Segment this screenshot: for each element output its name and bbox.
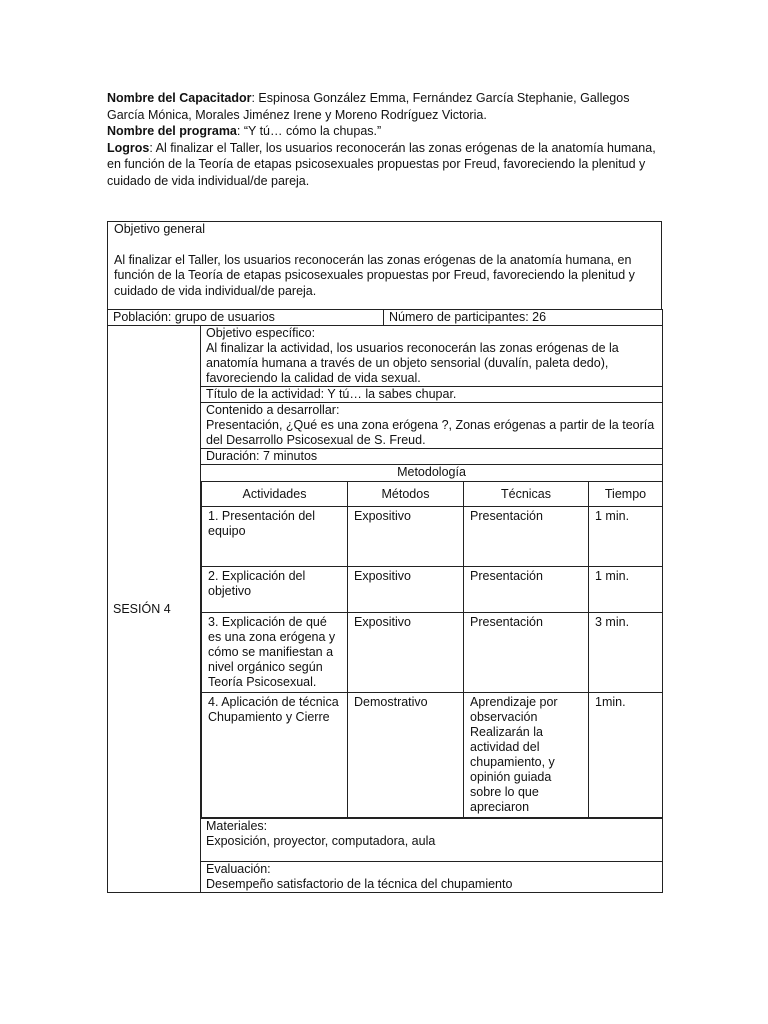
table-row <box>202 613 663 693</box>
objetivo-especifico-cell <box>201 326 663 387</box>
materiales-cell <box>201 819 663 862</box>
actividad-cell: 1. Presentación del equipo <box>202 507 348 567</box>
metodo-cell: Demostrativo <box>348 693 464 818</box>
logros-label: Logros <box>107 140 150 155</box>
programa-label: Nombre del programa <box>107 124 237 138</box>
col-tiempo: Tiempo <box>589 482 663 507</box>
contenido-title: Contenido a desarrollar: <box>206 403 340 417</box>
objetivo-general-title: Objetivo general <box>114 222 206 236</box>
tiempo-cell: 1min. <box>589 693 663 818</box>
sesion-label: SESIÓN 4 <box>108 326 201 893</box>
document-header <box>107 90 667 189</box>
evaluacion-title: Evaluación: <box>206 862 271 876</box>
materiales-title: Materiales: <box>206 819 268 833</box>
contenido-text: Presentación, ¿Qué es una zona erógena ?, Zonas erógenas a partir de la teoría del Desarrollo Psicosexual de S. Freud. <box>206 418 655 447</box>
tiempo-cell: 1 min. <box>589 507 663 567</box>
objetivo-general-text: Al finalizar el Taller, los usuarios reconocerán las zonas erógenas de la anatomía humana, en función de la Teoría de etapas psicosexuales propuestas por Freud, favoreciendo la plenitud y cuidado de vida individual/de pareja. <box>114 252 635 298</box>
col-metodos: Métodos <box>348 482 464 507</box>
table-row <box>202 567 663 613</box>
objetivo-especifico-title: Objetivo específico: <box>206 326 316 340</box>
tecnica-cell: Aprendizaje por observación Realizarán la actividad del chupamiento, y opinión guiada sobre lo que apreciaron <box>464 693 589 818</box>
contenido-cell <box>201 403 663 449</box>
actividad-cell: 2. Explicación del objetivo <box>202 567 348 613</box>
poblacion-cell: Población: grupo de usuarios <box>108 310 384 326</box>
titulo-actividad-cell: Título de la actividad: Y tú… la sabes chupar. <box>201 387 663 403</box>
col-actividades: Actividades <box>202 482 348 507</box>
metodologia-header-row <box>202 482 663 507</box>
tiempo-cell: 3 min. <box>589 613 663 693</box>
tecnica-cell: Presentación <box>464 613 589 693</box>
evaluacion-cell <box>201 862 663 893</box>
logros-value: : Al finalizar el Taller, los usuarios reconocerán las zonas erógenas de la anatomía humana, en función de la Teoría de etapas psicosexuales propuestas por Freud, favoreciendo la plenitud y cuidado de vida individual/de pareja. <box>107 140 656 188</box>
table-row <box>202 507 663 567</box>
tecnica-cell: Presentación <box>464 507 589 567</box>
session-table <box>107 309 663 893</box>
programa-value: : “Y tú… cómo la chupas.” <box>236 124 382 138</box>
programa-line <box>107 123 667 140</box>
tecnica-cell: Presentación <box>464 567 589 613</box>
capacitador-label: Nombre del Capacitador <box>107 91 252 105</box>
materiales-text: Exposición, proyector, computadora, aula <box>206 834 436 848</box>
poblacion-row <box>108 310 663 326</box>
actividad-cell: 3. Explicación de qué es una zona erógena y cómo se manifiestan a nivel orgánico según Teoría Psicosexual. <box>202 613 348 693</box>
table-row <box>202 693 663 818</box>
objetivo-especifico-text: Al finalizar la actividad, los usuarios reconocerán las zonas erógenas de la anatomía humana a través de un objeto sensorial (duvalín, paleta dedo), favoreciendo la calidad de vida sexual. <box>206 341 619 385</box>
metodo-cell: Expositivo <box>348 507 464 567</box>
metodo-cell: Expositivo <box>348 613 464 693</box>
participantes-cell: Número de participantes: 26 <box>384 310 663 326</box>
tiempo-cell: 1 min. <box>589 567 663 613</box>
objetivo-especifico-row <box>108 326 663 387</box>
metodo-cell: Expositivo <box>348 567 464 613</box>
actividad-cell: 4. Aplicación de técnica Chupamiento y Cierre <box>202 693 348 818</box>
duracion-cell: Duración: 7 minutos <box>201 449 663 465</box>
metodologia-cell <box>201 465 663 819</box>
objetivo-general-box <box>107 221 662 310</box>
logros-line <box>107 140 667 190</box>
metodologia-title: Metodología <box>397 465 466 479</box>
evaluacion-text: Desempeño satisfactorio de la técnica del chupamiento <box>206 877 513 891</box>
col-tecnicas: Técnicas <box>464 482 589 507</box>
capacitador-value: : Espinosa González Emma, Fernández García Stephanie, Gallegos García Mónica, Morales Jiménez Irene y Moreno Rodríguez Victoria. <box>107 91 630 122</box>
capacitador-line <box>107 90 667 123</box>
metodologia-table <box>201 481 663 818</box>
